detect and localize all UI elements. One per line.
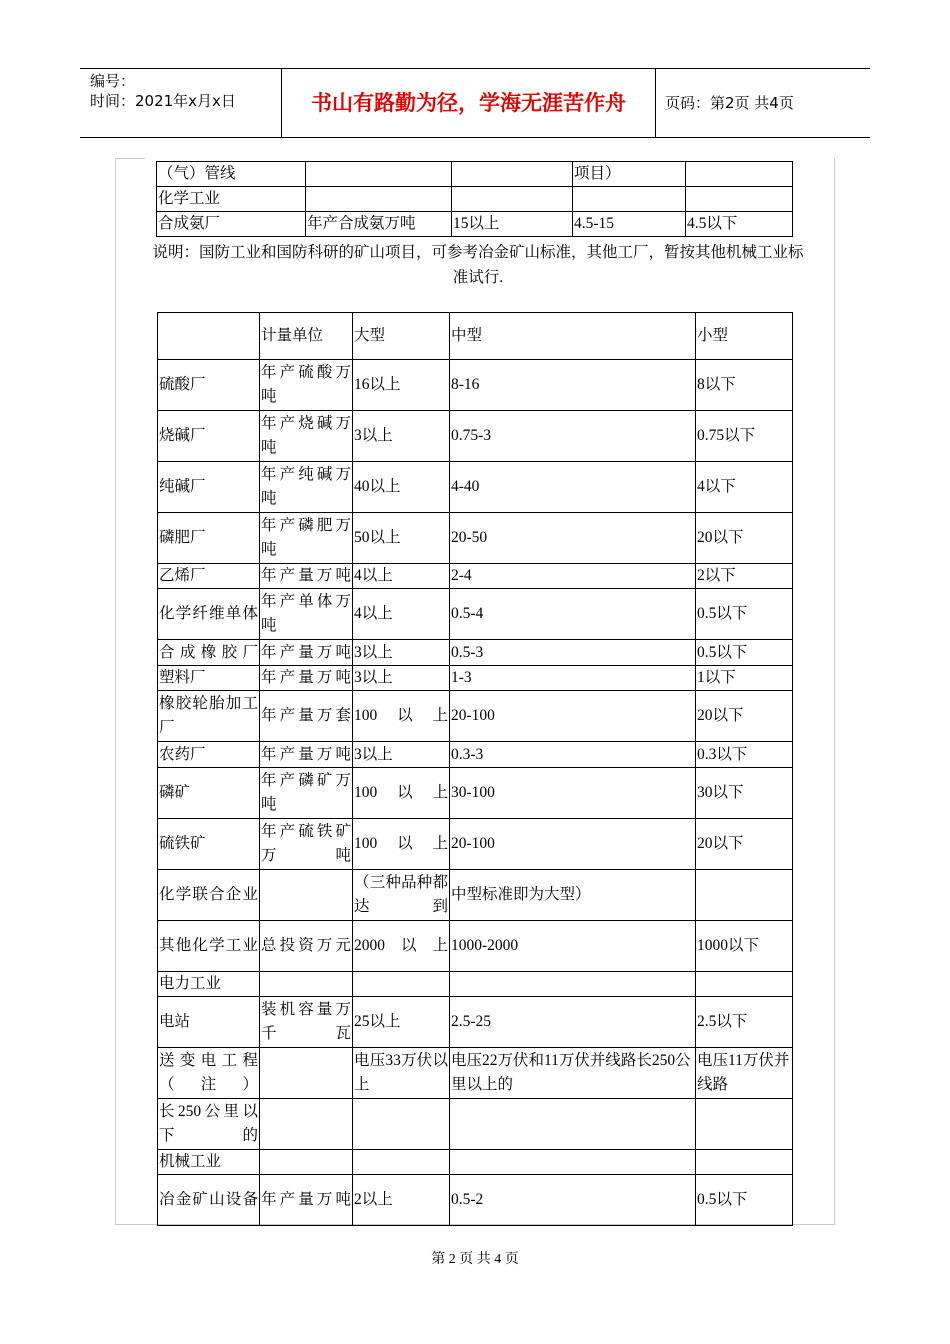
table-cell-unit (260, 1099, 353, 1150)
table-cell-large: 2000以上 (353, 921, 450, 972)
table-cell (306, 187, 452, 212)
table-cell (452, 162, 573, 187)
table-cell-name: 电站 (158, 997, 260, 1048)
table-cell-large: 4以上 (353, 589, 450, 640)
table-cell-name: 化学纤维单体 (158, 589, 260, 640)
table-cell-large: 100以上 (353, 691, 450, 742)
header-cell (158, 313, 260, 360)
table-cell-medium: 20-50 (450, 513, 696, 564)
table-cell: 年产合成氨万吨 (306, 212, 452, 237)
table-cell-medium: 20-100 (450, 819, 696, 870)
table-cell-large: 3以上 (353, 411, 450, 462)
table-row (158, 462, 793, 513)
table-cell-name: 乙烯厂 (158, 564, 260, 589)
table-cell-unit: 年产量万吨 (260, 640, 353, 666)
table-cell-name: 电力工业 (158, 972, 260, 997)
header-meta (90, 71, 280, 111)
top-table (156, 161, 793, 237)
page-header (80, 68, 870, 138)
table-row (158, 972, 793, 997)
table-row (157, 162, 793, 187)
table-row (158, 1175, 793, 1226)
table-cell: （气）管线 (157, 162, 306, 187)
table-cell-unit: 年产磷肥万吨 (260, 513, 353, 564)
table-cell-name: 合成橡胶厂 (158, 640, 260, 666)
table-cell: 合成氨厂 (157, 212, 306, 237)
table-cell-name: 磷矿 (158, 768, 260, 819)
table-cell-unit: 年产烧碱万吨 (260, 411, 353, 462)
table-cell-medium: 0.5-4 (450, 589, 696, 640)
table-cell-medium: 0.5-2 (450, 1175, 696, 1226)
table-cell-small: 2.5以下 (696, 997, 793, 1048)
table-cell-name: 送变电工程（注） (158, 1048, 260, 1099)
table-cell-large: 2以上 (353, 1175, 450, 1226)
table-cell-name: 硫酸厂 (158, 360, 260, 411)
table-cell-small: 0.5以下 (696, 640, 793, 666)
table-cell-large: 100以上 (353, 768, 450, 819)
table-cell-unit (260, 870, 353, 921)
table-row (158, 870, 793, 921)
table-cell-name: 纯碱厂 (158, 462, 260, 513)
table-row (157, 187, 793, 212)
table-cell-medium: 8-16 (450, 360, 696, 411)
table-cell-medium: 0.75-3 (450, 411, 696, 462)
table-row (158, 411, 793, 462)
table-cell-medium: 2.5-25 (450, 997, 696, 1048)
table-cell: 15以上 (452, 212, 573, 237)
table-cell-unit (260, 1048, 353, 1099)
table-cell-medium: 中型标准即为大型） (450, 870, 696, 921)
table-cell-unit: 年产硫酸万吨 (260, 360, 353, 411)
table-cell-large: 电压33万伏以上 (353, 1048, 450, 1099)
table-row (158, 691, 793, 742)
table-cell (686, 162, 793, 187)
table-cell-small: 20以下 (696, 691, 793, 742)
header-cell: 小型 (696, 313, 793, 360)
table-cell-medium: 30-100 (450, 768, 696, 819)
document-number-label: 编号： (90, 72, 136, 90)
table-cell-medium: 4-40 (450, 462, 696, 513)
header-page-info: 页码：第2页 共4页 (665, 94, 794, 112)
table-cell-small (696, 870, 793, 921)
table-cell-large: 4以上 (353, 564, 450, 589)
table-cell-small: 2以下 (696, 564, 793, 589)
table-cell-unit: 年产量万吨 (260, 1175, 353, 1226)
table-cell-name: 冶金矿山设备 (158, 1175, 260, 1226)
header-motto: 书山有路勤为径，学海无涯苦作舟 (311, 91, 626, 115)
table-cell-large: 25以上 (353, 997, 450, 1048)
header-cell: 大型 (353, 313, 450, 360)
table-cell-small: 20以下 (696, 819, 793, 870)
table-cell-medium (450, 972, 696, 997)
table-cell-unit: 年产单体万吨 (260, 589, 353, 640)
table-cell-large (353, 972, 450, 997)
table-cell (573, 187, 686, 212)
table-cell: 4.5-15 (573, 212, 686, 237)
table-row (158, 513, 793, 564)
table-cell-small: 20以下 (696, 513, 793, 564)
table-cell-name: 其他化学工业 (158, 921, 260, 972)
table-cell (452, 187, 573, 212)
table-cell-small: 0.75以下 (696, 411, 793, 462)
table-cell-name: 化学联合企业 (158, 870, 260, 921)
table-cell-medium (450, 1099, 696, 1150)
table-cell-unit: 年产硫铁矿万吨 (260, 819, 353, 870)
table-cell-small (696, 972, 793, 997)
table-cell-name: 农药厂 (158, 742, 260, 768)
table-row (158, 640, 793, 666)
table-row (158, 360, 793, 411)
table-cell-small: 0.3以下 (696, 742, 793, 768)
table-row (158, 564, 793, 589)
table-cell-small (696, 1099, 793, 1150)
content-frame-corner (115, 158, 145, 159)
table-row (158, 997, 793, 1048)
table-cell-name: 烧碱厂 (158, 411, 260, 462)
header-cell: 计量单位 (260, 313, 353, 360)
table-row (158, 1150, 793, 1175)
table-cell (686, 187, 793, 212)
table-row (158, 921, 793, 972)
table-cell-medium: 0.3-3 (450, 742, 696, 768)
table-cell-unit: 年产量万套 (260, 691, 353, 742)
table-cell (306, 162, 452, 187)
table-row (158, 589, 793, 640)
table-cell-unit: 年产磷矿万吨 (260, 768, 353, 819)
table-cell-name: 塑料厂 (158, 666, 260, 691)
table-cell-small: 8以下 (696, 360, 793, 411)
table-cell-large: 3以上 (353, 742, 450, 768)
table-cell-small: 4以下 (696, 462, 793, 513)
table-cell-small: 30以下 (696, 768, 793, 819)
table-cell-unit: 年产量万吨 (260, 564, 353, 589)
table-cell-large: 3以上 (353, 640, 450, 666)
table-row (158, 1048, 793, 1099)
table-cell-small: 电压11万伏并线路 (696, 1048, 793, 1099)
table-cell-unit (260, 1150, 353, 1175)
table-cell-unit: 总投资万元 (260, 921, 353, 972)
table-cell-large: （三种品种都达到 (353, 870, 450, 921)
table-header-row (158, 313, 793, 360)
table-cell-name: 机械工业 (158, 1150, 260, 1175)
table-cell-small: 0.5以下 (696, 1175, 793, 1226)
table-cell-name: 硫铁矿 (158, 819, 260, 870)
table-cell-name: 橡胶轮胎加工厂 (158, 691, 260, 742)
table-cell-large: 16以上 (353, 360, 450, 411)
table-cell-small: 1以下 (696, 666, 793, 691)
table-row (158, 819, 793, 870)
table-cell-medium (450, 1150, 696, 1175)
table-cell-medium: 1000-2000 (450, 921, 696, 972)
table-cell-large: 3以上 (353, 666, 450, 691)
table-cell-unit (260, 972, 353, 997)
table-cell-small (696, 1150, 793, 1175)
scale-standard-table (157, 312, 793, 1226)
document-date: 时间：2021年x月x日 (90, 92, 236, 110)
note-text: 说明：国防工业和国防科研的矿山项目，可参考冶金矿山标准，其他工厂，暂按其他机械工业标准试行. (152, 244, 804, 286)
table-cell: 化学工业 (157, 187, 306, 212)
table-cell-large (353, 1150, 450, 1175)
table-row (158, 742, 793, 768)
table-cell-small: 1000以下 (696, 921, 793, 972)
table-cell-medium: 2-4 (450, 564, 696, 589)
table-cell-name: 长250公里以下的 (158, 1099, 260, 1150)
table-cell-unit: 装机容量万千瓦 (260, 997, 353, 1048)
header-divider (655, 69, 656, 137)
table-cell-medium: 0.5-3 (450, 640, 696, 666)
table-cell-medium: 20-100 (450, 691, 696, 742)
table-cell-medium: 1-3 (450, 666, 696, 691)
table-cell-large: 40以上 (353, 462, 450, 513)
page-footer: 第 2 页 共 4 页 (431, 1252, 519, 1267)
table-row (158, 1099, 793, 1150)
table-row (157, 212, 793, 237)
table-cell-large (353, 1099, 450, 1150)
table-cell-large: 100以上 (353, 819, 450, 870)
table-row (158, 768, 793, 819)
table-cell-name: 磷肥厂 (158, 513, 260, 564)
table-cell-medium: 电压22万伏和11万伏并线路长250公里以上的 (450, 1048, 696, 1099)
table-cell-small: 0.5以下 (696, 589, 793, 640)
table-cell-unit: 年产量万吨 (260, 742, 353, 768)
table-cell: 4.5以下 (686, 212, 793, 237)
table-cell-large: 50以上 (353, 513, 450, 564)
header-cell: 中型 (450, 313, 696, 360)
table-row (158, 666, 793, 691)
table-cell: 项目） (573, 162, 686, 187)
table-cell-unit: 年产纯碱万吨 (260, 462, 353, 513)
table-cell-unit: 年产量万吨 (260, 666, 353, 691)
